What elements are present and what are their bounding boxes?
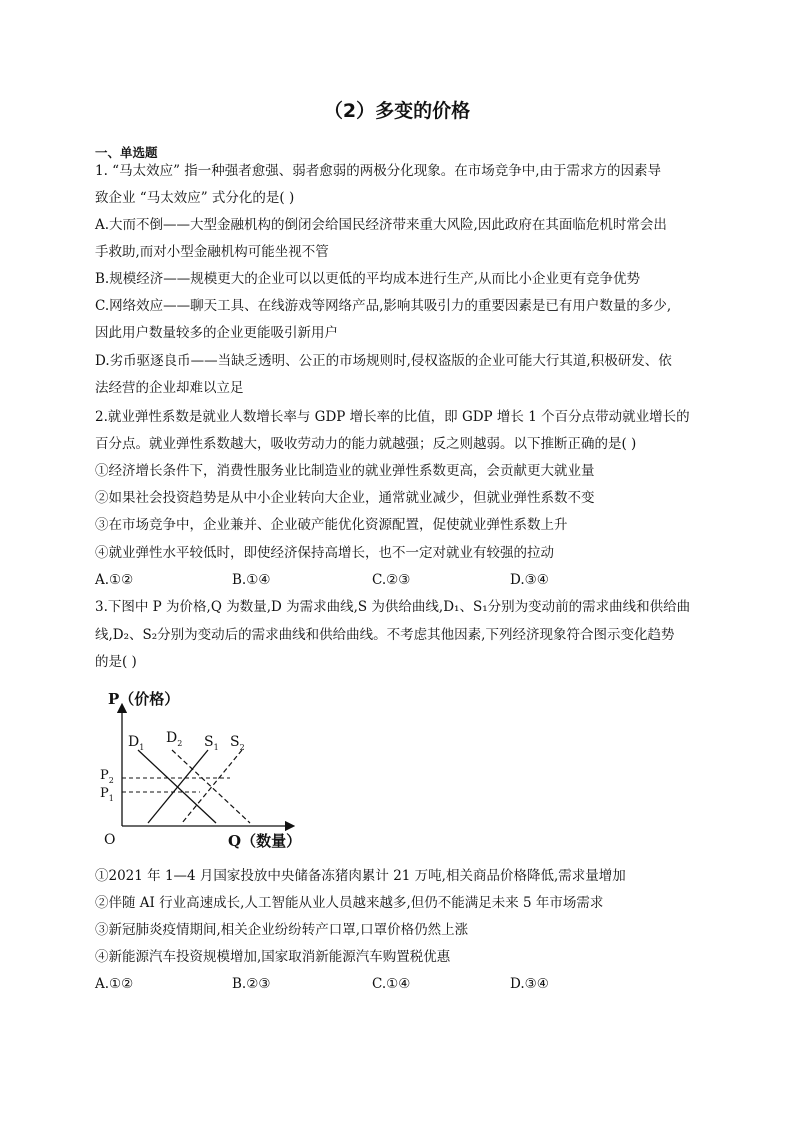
demand-curve-d2 xyxy=(172,750,250,823)
q2-option-b: B.①④ xyxy=(232,572,271,588)
q1-line: 致企业 “马太效应” 式分化的是( ) xyxy=(95,190,295,206)
q2-option-a: A.①② xyxy=(95,572,134,588)
q3-item: ③新冠肺炎疫情期间,相关企业纷纷转产口罩,口罩价格仍然上涨 xyxy=(95,922,469,938)
q2-statement: ③在市场竞争中，企业兼并、企业破产能优化资源配置，促使就业弹性系数上升 xyxy=(95,517,568,533)
q2-statement: ②如果社会投资趋势是从中小企业转向大企业，通常就业减少，但就业弹性系数不变 xyxy=(95,490,595,506)
q3-item: ①2021 年 1—4 月国家投放中央储备冻猪肉累计 21 万吨,相关商品价格降低,需求量增加 xyxy=(95,868,626,884)
section-heading: 一、单选题 xyxy=(95,145,158,160)
d1-label: $D_1$ xyxy=(128,734,145,752)
p1-label: $P_1$ xyxy=(100,786,114,803)
q1-option-a-cont: 手救助,而对小型金融机构可能坐视不管 xyxy=(95,244,329,260)
y-axis-label: P（价格） xyxy=(108,690,180,708)
q3-item: ②伴随 AI 行业高速成长,人工智能从业人员越来越多,但仍不能满足未来 5 年市场需求 xyxy=(95,895,604,911)
q3-option-b: B.②③ xyxy=(232,976,271,992)
page-title: （2）多变的价格 xyxy=(323,100,471,122)
q1-option-a: A.大而不倒——大型金融机构的倒闭会给国民经济带来重大风险,因此政府在其面临危机时常会出 xyxy=(95,217,667,233)
q3-option-a: A.①② xyxy=(95,976,134,992)
q1-option-c-cont: 因此用户数量较多的企业更能吸引新用户 xyxy=(95,325,338,341)
q2-line: 百分点。就业弹性系数越大，吸收劳动力的能力就越强；反之则越弱。以下推断正确的是( ) xyxy=(95,436,637,452)
q2-statement: ④就业弹性水平较低时，即使经济保持高增长，也不一定对就业有较强的拉动 xyxy=(95,545,554,561)
s2-label: $S_2$ xyxy=(230,734,245,752)
q1-option-d: D.劣币驱逐良币——当缺乏透明、公正的市场规则时,侵权盗版的企业可能大行其道,积极研发、依 xyxy=(95,353,672,369)
q2-option-d: D.③④ xyxy=(510,572,549,588)
supply-curve-s2 xyxy=(182,750,242,823)
q1-line: 1. “马太效应” 指一种强者愈强、弱者愈弱的两极分化现象。在市场竞争中,由于需求方的因素导 xyxy=(95,163,662,179)
demand-curve-d1 xyxy=(138,750,216,823)
q1-option-c: C.网络效应——聊天工具、在线游戏等网络产品,影响其吸引力的重要因素是已有用户数量的多少, xyxy=(95,298,672,314)
q3-line: 线,D₂、S₂分别为变动后的需求曲线和供给曲线。不考虑其他因素,下列经济现象符合图示变化趋势 xyxy=(95,627,675,643)
q3-line: 3.下图中 P 为价格,Q 为数量,D 为需求曲线,S 为供给曲线,D₁、S₁分别为变动前的需求曲线和供给曲 xyxy=(95,599,691,615)
supply-curve-s1 xyxy=(148,750,208,823)
x-axis-label: Q（数量） xyxy=(228,832,302,850)
d2-label: $D_2$ xyxy=(166,730,183,748)
q2-line: 2.就业弹性系数是就业人数增长率与 GDP 增长率的比值，即 GDP 增长 1 个百分点带动就业增长的 xyxy=(95,409,690,425)
q2-statement: ①经济增长条件下，消费性服务业比制造业的就业弹性系数更高，会贡献更大就业量 xyxy=(95,463,595,479)
p2-label: $P_2$ xyxy=(100,768,114,785)
q3-option-c: C.①④ xyxy=(372,976,411,992)
q2-option-c: C.②③ xyxy=(372,572,411,588)
q1-option-b: B.规模经济——规模更大的企业可以以更低的平均成本进行生产,从而比小企业更有竞争优势 xyxy=(95,271,641,287)
q1-option-d-cont: 法经营的企业却难以立足 xyxy=(95,380,244,396)
q3-option-d: D.③④ xyxy=(510,976,549,992)
supply-demand-graph xyxy=(90,684,330,854)
origin-label: O xyxy=(104,832,116,848)
q3-item: ④新能源汽车投资规模增加,国家取消新能源汽车购置税优惠 xyxy=(95,949,451,965)
s1-label: $S_1$ xyxy=(204,734,219,752)
q3-line: 的是( ) xyxy=(95,654,137,670)
